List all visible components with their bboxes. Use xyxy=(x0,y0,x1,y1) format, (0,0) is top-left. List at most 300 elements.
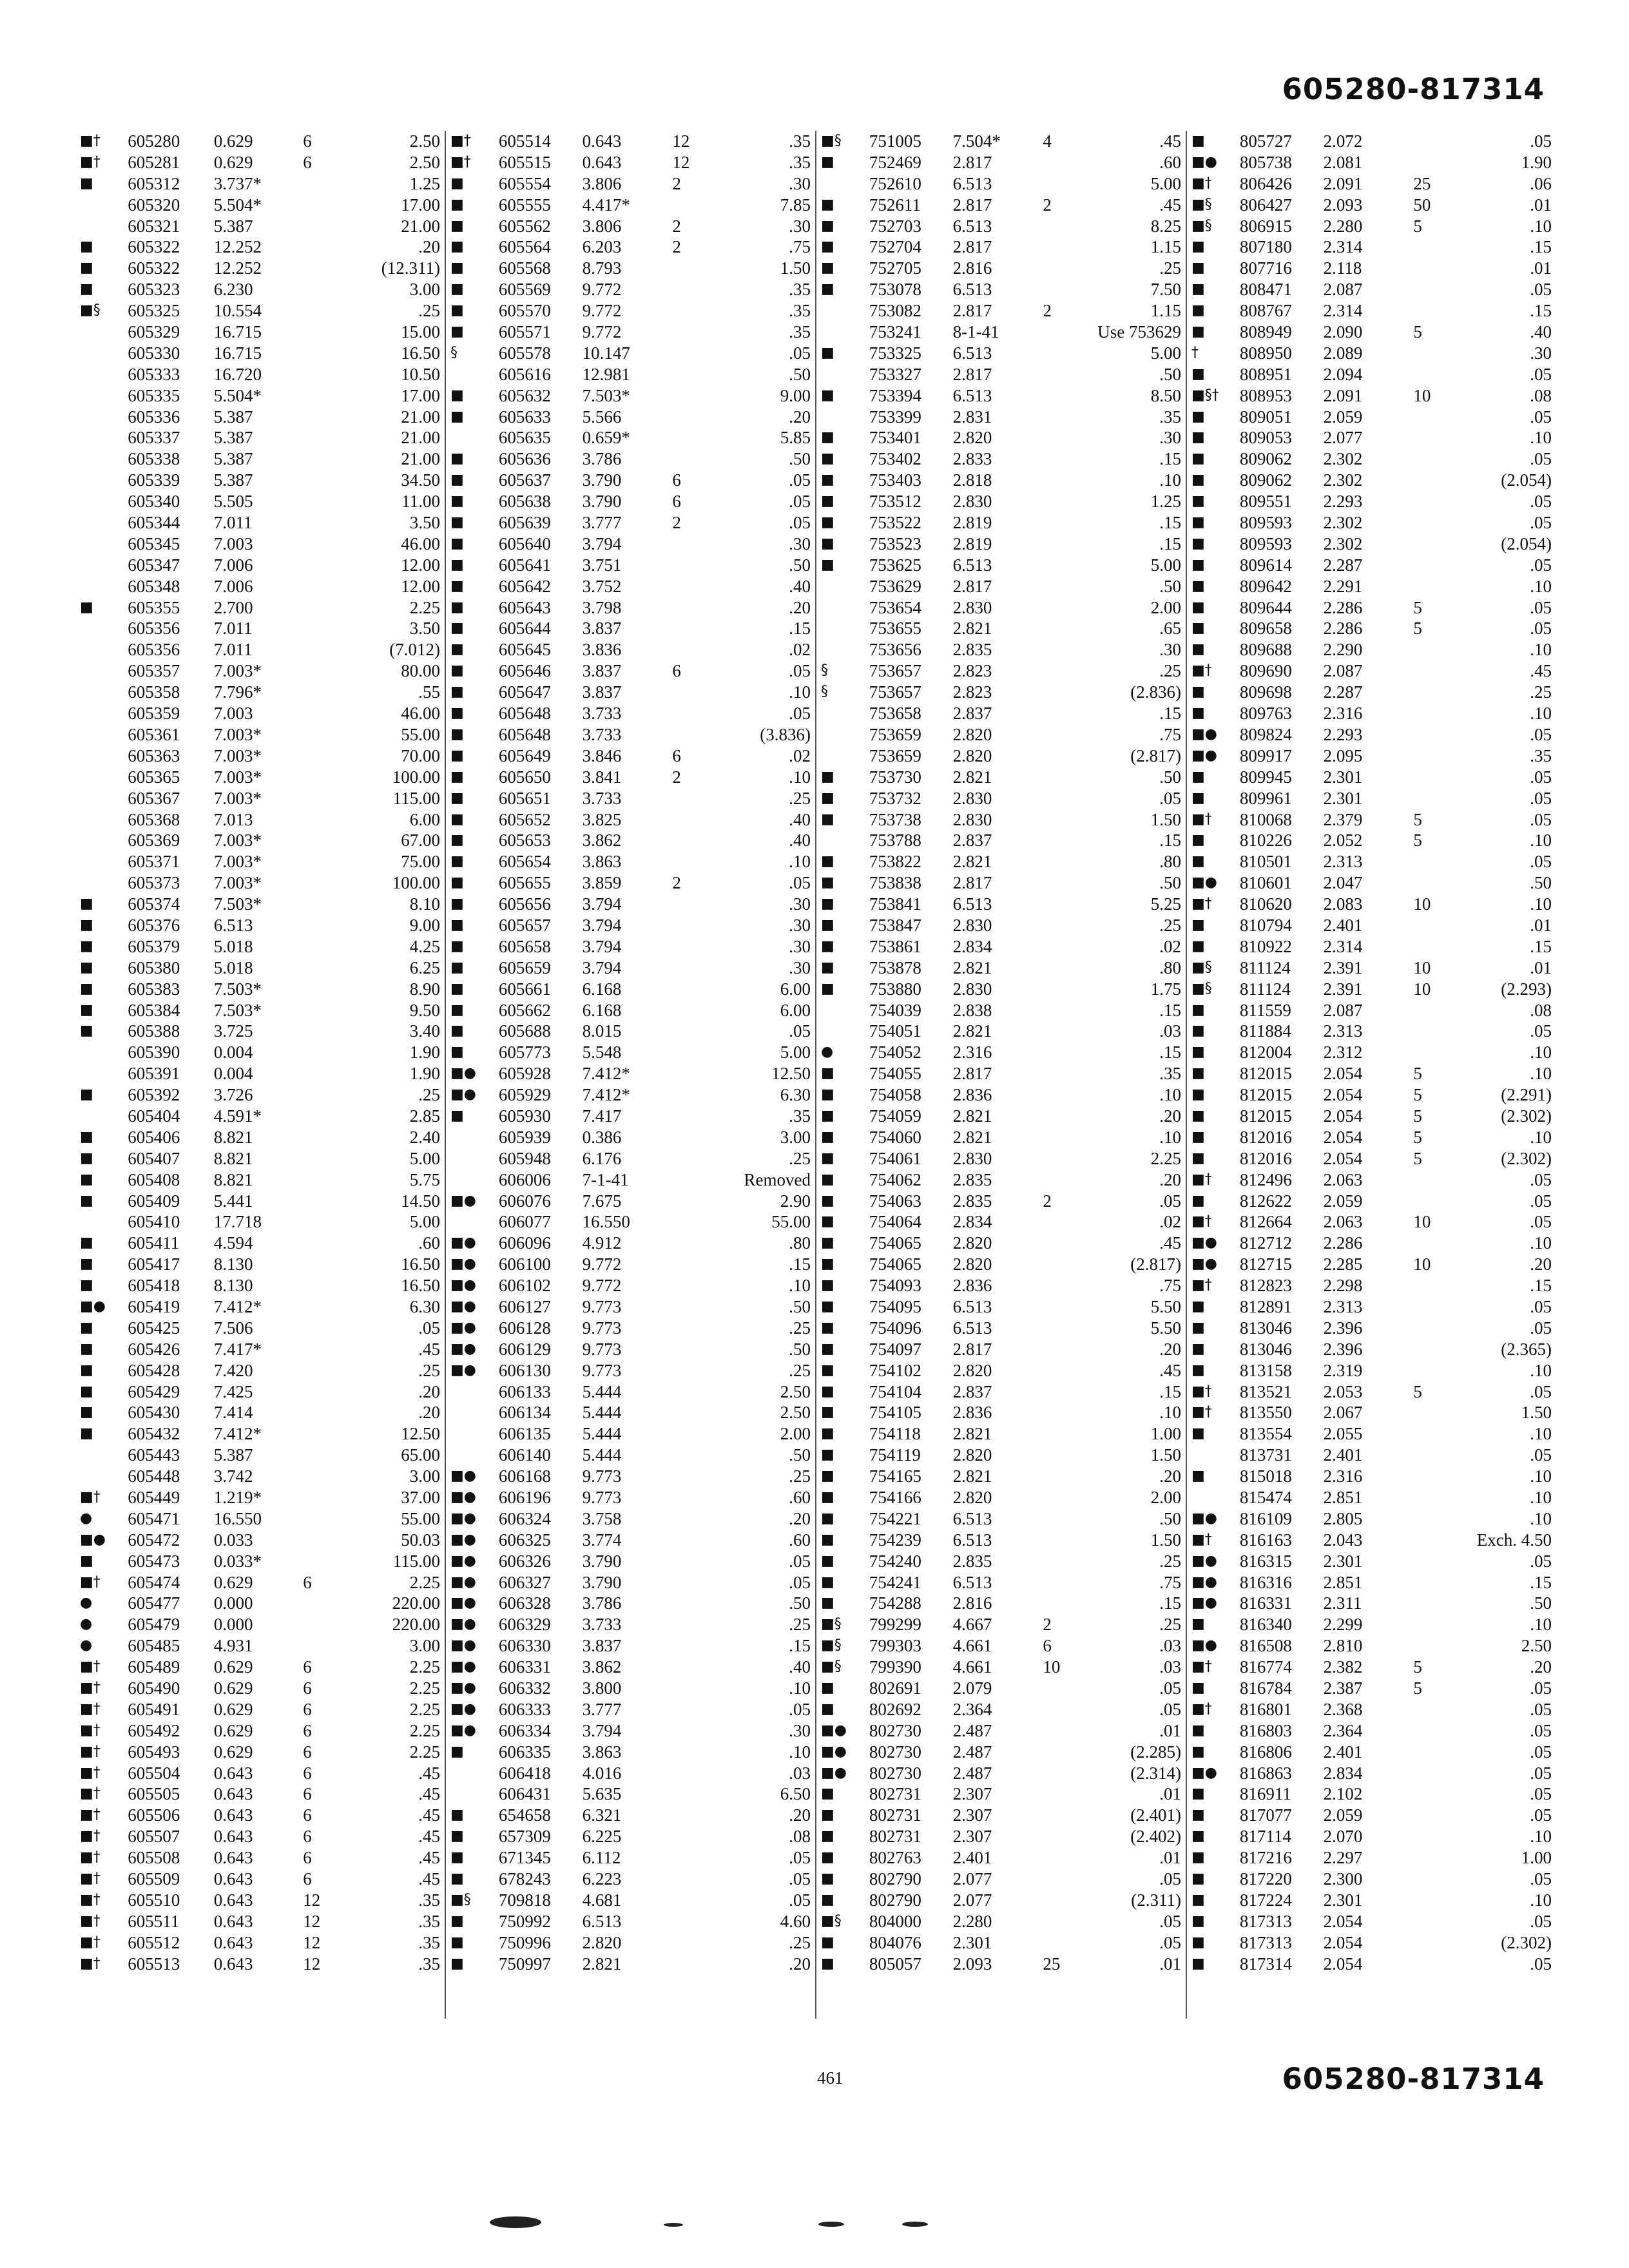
quantity: 6 xyxy=(303,1572,312,1592)
price: .15 xyxy=(1530,1572,1552,1592)
price: 11.00 xyxy=(401,492,440,512)
price: .05 xyxy=(1159,1678,1181,1698)
reference-value: 2.301 xyxy=(952,1932,992,1952)
row-symbols: ■ xyxy=(821,450,834,467)
row-symbols xyxy=(450,1381,499,1403)
list-row xyxy=(821,1021,1186,1042)
part-number: 678243 xyxy=(498,1869,551,1889)
quantity xyxy=(1043,1042,1072,1063)
row-symbols: ■ xyxy=(821,1891,834,1908)
quantity: 2 xyxy=(672,173,681,193)
reference-value: 3.794 xyxy=(582,533,622,553)
price: .25 xyxy=(1159,661,1181,681)
list-row xyxy=(450,385,816,407)
row-symbols: ■ xyxy=(1191,1107,1205,1124)
quantity xyxy=(672,364,701,385)
row-symbols: ■ xyxy=(450,662,464,679)
part-number: 605646 xyxy=(498,661,551,681)
reference-value: 5.387 xyxy=(213,470,253,490)
quantity xyxy=(1043,279,1072,300)
part-number: 605653 xyxy=(498,831,551,850)
reference-value: 3.794 xyxy=(582,936,622,956)
price: (2.302) xyxy=(1501,1932,1552,1952)
reference-value: 2.364 xyxy=(952,1699,992,1719)
reference-value: 2.837 xyxy=(952,831,992,850)
quantity xyxy=(1043,1169,1072,1191)
price: (2.314) xyxy=(1130,1763,1181,1783)
row-symbols: ■ xyxy=(450,1023,464,1039)
price: (7.012) xyxy=(389,640,440,660)
row-symbols: ■† xyxy=(1191,1277,1212,1294)
quantity xyxy=(672,639,701,660)
row-symbols: ■ xyxy=(821,1510,834,1526)
reference-value: 7.425 xyxy=(213,1381,253,1401)
quantity: 5 xyxy=(1413,597,1422,617)
price: 2.90 xyxy=(780,1191,811,1211)
list-row xyxy=(821,131,1186,152)
list-row xyxy=(1191,894,1557,915)
price: 2.00 xyxy=(780,1424,811,1444)
part-number: 605449 xyxy=(128,1488,180,1507)
part-number: 754065 xyxy=(869,1254,921,1274)
part-number: 754240 xyxy=(869,1551,921,1571)
row-symbols: ■ xyxy=(1191,1785,1205,1802)
quantity xyxy=(1413,1911,1442,1932)
part-number: 753861 xyxy=(869,936,921,956)
quantity xyxy=(672,1360,701,1381)
list-row xyxy=(1191,767,1557,788)
list-row xyxy=(80,173,445,195)
price: .05 xyxy=(789,470,811,490)
part-number: 605411 xyxy=(128,1233,180,1253)
reference-value: 6.321 xyxy=(582,1805,622,1825)
quantity xyxy=(1413,1318,1442,1339)
quantity xyxy=(1043,1127,1072,1148)
list-row xyxy=(80,1381,445,1403)
quantity xyxy=(1413,236,1442,258)
list-row xyxy=(1191,258,1557,279)
row-symbols: ■● xyxy=(821,1743,847,1760)
reference-value: 2.820 xyxy=(952,745,992,765)
quantity xyxy=(1413,407,1442,428)
reference-value: 7.003* xyxy=(213,788,262,808)
list-row xyxy=(80,1106,445,1127)
list-row xyxy=(450,957,816,979)
reference-value: 8.821 xyxy=(213,1169,253,1189)
quantity: 12 xyxy=(303,1911,321,1931)
row-symbols: ■ xyxy=(1191,535,1205,552)
quantity xyxy=(672,1445,701,1466)
row-symbols xyxy=(821,576,869,597)
quantity: 6 xyxy=(303,1699,312,1719)
quantity: 2 xyxy=(1043,195,1052,215)
reference-value: 2.087 xyxy=(1323,661,1363,681)
list-row xyxy=(1191,1233,1557,1254)
list-row xyxy=(80,1360,445,1381)
quantity xyxy=(1043,1593,1072,1614)
list-row xyxy=(1191,1508,1557,1530)
row-symbols: ■ xyxy=(80,980,93,997)
list-row xyxy=(450,576,816,597)
row-symbols: ■ xyxy=(821,1171,834,1187)
price: .50 xyxy=(1530,873,1552,893)
list-row xyxy=(80,555,445,576)
quantity xyxy=(1413,1275,1442,1296)
row-symbols xyxy=(821,322,869,343)
list-row xyxy=(80,1763,445,1784)
row-symbols xyxy=(80,830,128,851)
row-symbols: † xyxy=(1191,344,1199,361)
price: .10 xyxy=(789,1678,811,1698)
list-row xyxy=(1191,830,1557,851)
reference-value: 2.821 xyxy=(952,957,992,977)
page-number: 461 xyxy=(817,2068,843,2088)
part-number: 807716 xyxy=(1239,258,1292,278)
reference-value: 2.077 xyxy=(1323,428,1363,448)
reference-value: 2.391 xyxy=(1323,979,1363,999)
scan-smudge xyxy=(490,2216,541,2228)
reference-value: 5.444 xyxy=(582,1403,622,1423)
reference-value: 6.513 xyxy=(952,1508,992,1528)
price: .20 xyxy=(418,237,440,257)
row-symbols: ■ xyxy=(821,1446,834,1463)
price: .01 xyxy=(1159,1848,1181,1868)
list-row xyxy=(80,851,445,872)
row-symbols: ■† xyxy=(1191,1404,1212,1421)
part-number: 813731 xyxy=(1239,1445,1292,1465)
list-row xyxy=(1191,1063,1557,1084)
part-number: 605347 xyxy=(128,555,180,575)
part-number: 605554 xyxy=(498,173,551,193)
part-number: 605472 xyxy=(128,1530,180,1550)
part-number: 754097 xyxy=(869,1339,921,1359)
price: .05 xyxy=(789,1890,811,1910)
row-symbols: ■● xyxy=(1191,726,1217,742)
price: .50 xyxy=(789,1339,811,1359)
reference-value: 2.302 xyxy=(1323,533,1363,553)
part-number: 754059 xyxy=(869,1106,921,1126)
reference-value: 2.820 xyxy=(952,724,992,744)
row-symbols: ■ xyxy=(80,896,93,912)
part-number: 605329 xyxy=(128,322,180,342)
row-symbols: ■† xyxy=(80,1743,101,1760)
row-symbols: ■ xyxy=(821,1128,834,1145)
quantity xyxy=(672,343,701,364)
reference-value: 2.821 xyxy=(952,1424,992,1444)
quantity xyxy=(1043,1021,1072,1042)
list-row xyxy=(821,979,1186,1000)
quantity xyxy=(303,1169,332,1191)
list-row xyxy=(80,576,445,597)
list-row xyxy=(821,1318,1186,1339)
reference-value: 9.772 xyxy=(582,1276,622,1296)
list-row xyxy=(1191,1911,1557,1932)
quantity xyxy=(1413,1932,1442,1954)
reference-value: 0.629 xyxy=(213,1572,253,1592)
list-row xyxy=(80,1148,445,1169)
reference-value: 2.087 xyxy=(1323,280,1363,300)
price: .15 xyxy=(1159,1381,1181,1401)
reference-value: 2.314 xyxy=(1323,237,1363,257)
part-number: 810922 xyxy=(1239,936,1292,956)
part-number: 605642 xyxy=(498,576,551,596)
part-number: 605639 xyxy=(498,513,551,533)
list-row xyxy=(450,491,816,512)
price: 115.00 xyxy=(392,788,440,808)
part-number: 606133 xyxy=(498,1381,551,1401)
list-row xyxy=(80,1657,445,1678)
part-number: 605368 xyxy=(128,809,180,829)
list-row xyxy=(1191,936,1557,957)
list-row xyxy=(1191,1572,1557,1593)
list-row xyxy=(1191,407,1557,428)
reference-value: 2.834 xyxy=(952,936,992,956)
row-symbols: ■ xyxy=(821,1828,834,1845)
reference-value: 2.835 xyxy=(952,1191,992,1211)
reference-value: 2.077 xyxy=(952,1890,992,1910)
list-row xyxy=(821,427,1186,448)
part-number: 810601 xyxy=(1239,873,1292,893)
quantity: 5 xyxy=(1413,1127,1422,1147)
price: (2.401) xyxy=(1130,1805,1181,1825)
reference-value: 6.203 xyxy=(582,237,622,257)
price: .05 xyxy=(1530,1678,1552,1698)
quantity xyxy=(1043,915,1072,936)
price: 6.50 xyxy=(780,1784,811,1804)
price: .05 xyxy=(789,1848,811,1868)
quantity xyxy=(303,1530,332,1551)
part-number: 754118 xyxy=(869,1424,921,1444)
list-row xyxy=(821,1423,1186,1445)
reference-value: 2.316 xyxy=(1323,704,1363,724)
reference-value: 8.821 xyxy=(213,1127,253,1147)
row-symbols: ■ xyxy=(821,260,834,276)
row-symbols xyxy=(80,618,128,639)
row-symbols: ■● xyxy=(450,1658,476,1675)
reference-value: 2.817 xyxy=(952,152,992,172)
part-number: 802731 xyxy=(869,1827,921,1847)
quantity xyxy=(672,1339,701,1360)
list-row xyxy=(1191,512,1557,533)
quantity: 6 xyxy=(303,1657,312,1677)
list-row xyxy=(80,979,445,1000)
price: .05 xyxy=(1530,1784,1552,1804)
row-symbols: ■ xyxy=(1191,493,1205,510)
part-number: 606134 xyxy=(498,1403,551,1423)
row-symbols: ■ xyxy=(450,1001,464,1018)
list-row xyxy=(1191,1191,1557,1212)
reference-value: 6.513 xyxy=(952,1572,992,1592)
list-row xyxy=(821,152,1186,173)
price: 1.90 xyxy=(1521,152,1552,172)
part-number: 753878 xyxy=(869,957,921,977)
price: .20 xyxy=(789,1508,811,1528)
price: .20 xyxy=(1159,1339,1181,1359)
part-number: 605508 xyxy=(128,1848,180,1868)
reference-value: 2.286 xyxy=(1323,619,1363,639)
part-number: 606332 xyxy=(498,1678,551,1698)
reference-value: 2.821 xyxy=(952,619,992,639)
list-row xyxy=(1191,1000,1557,1021)
part-number: 605930 xyxy=(498,1106,551,1126)
row-symbols: ■ xyxy=(450,1107,464,1124)
row-symbols: ■ xyxy=(80,1340,93,1357)
row-symbols: ● xyxy=(80,1510,93,1526)
price: .50 xyxy=(1159,364,1181,384)
part-number: 606330 xyxy=(498,1636,551,1656)
quantity xyxy=(1413,915,1442,936)
list-row xyxy=(821,1593,1186,1614)
reference-value: 7.417* xyxy=(213,1339,262,1359)
row-symbols: ■ xyxy=(1191,472,1205,488)
list-row xyxy=(450,894,816,915)
reference-value: 2.830 xyxy=(952,597,992,617)
list-row xyxy=(450,343,816,364)
reference-value: 2.102 xyxy=(1323,1784,1363,1804)
row-symbols: ■ xyxy=(450,959,464,975)
price: .25 xyxy=(789,1148,811,1168)
row-symbols: ■ xyxy=(821,387,834,403)
list-row xyxy=(1191,851,1557,872)
reference-value: 3.790 xyxy=(582,492,622,512)
price: Removed xyxy=(744,1169,811,1189)
list-row xyxy=(1191,236,1557,258)
part-number: 605383 xyxy=(128,979,180,999)
reference-value: 2.043 xyxy=(1323,1530,1363,1550)
reference-value: 2.063 xyxy=(1323,1169,1363,1189)
quantity xyxy=(672,1635,701,1657)
list-row xyxy=(450,1360,816,1381)
part-number: 753732 xyxy=(869,788,921,808)
row-symbols xyxy=(80,809,128,831)
price: .10 xyxy=(1159,1403,1181,1423)
part-number: 817220 xyxy=(1239,1869,1292,1889)
reference-value: 7.504* xyxy=(952,131,1001,151)
list-row xyxy=(1191,1339,1557,1360)
row-symbols: ■ xyxy=(1191,408,1205,425)
reference-value: 2.820 xyxy=(582,1932,622,1952)
price: .25 xyxy=(789,788,811,808)
price-list-columns xyxy=(77,131,1559,2032)
quantity xyxy=(1043,957,1072,979)
part-number: 605570 xyxy=(498,301,551,321)
list-row xyxy=(80,597,445,619)
reference-value: 2.821 xyxy=(952,1106,992,1126)
list-row xyxy=(821,957,1186,979)
part-number: 754096 xyxy=(869,1318,921,1338)
price: .60 xyxy=(789,1488,811,1507)
part-number: 754221 xyxy=(869,1508,921,1528)
row-symbols xyxy=(80,364,128,385)
quantity: 6 xyxy=(672,745,681,765)
price: .10 xyxy=(1530,1890,1552,1910)
part-number: 606335 xyxy=(498,1742,551,1762)
part-number: 802730 xyxy=(869,1720,921,1740)
row-symbols: ■ xyxy=(450,684,464,700)
quantity: 2 xyxy=(672,513,681,533)
reference-value: 0.629 xyxy=(213,1678,253,1698)
price: .45 xyxy=(1159,131,1181,151)
price: 8.90 xyxy=(409,979,440,999)
list-row xyxy=(1191,1551,1557,1572)
reference-value: 2.401 xyxy=(952,1848,992,1868)
reference-value: 2.837 xyxy=(952,1381,992,1401)
row-symbols: ■† xyxy=(80,1722,101,1738)
row-symbols xyxy=(450,1211,499,1233)
price: .40 xyxy=(789,576,811,596)
reference-value: 2.298 xyxy=(1323,1276,1363,1296)
price: .65 xyxy=(1159,619,1181,639)
row-symbols: ■ xyxy=(450,705,464,722)
quantity xyxy=(303,1191,332,1212)
price: .15 xyxy=(1530,1276,1552,1296)
quantity xyxy=(672,1381,701,1403)
row-symbols xyxy=(80,322,128,343)
quantity: 6 xyxy=(303,1869,312,1889)
quantity xyxy=(1043,745,1072,767)
price: 4.60 xyxy=(780,1911,811,1931)
quantity xyxy=(672,1699,701,1720)
quantity xyxy=(1413,1191,1442,1212)
row-symbols: ■ xyxy=(821,916,834,933)
part-number: 605407 xyxy=(128,1148,180,1168)
row-symbols xyxy=(450,1127,499,1148)
row-symbols: ■ xyxy=(821,344,834,361)
row-symbols: ■ xyxy=(821,535,834,552)
price: 5.00 xyxy=(409,1212,440,1232)
reference-value: 2.820 xyxy=(952,428,992,448)
row-symbols xyxy=(80,470,128,491)
price: 100.00 xyxy=(392,767,440,787)
list-row xyxy=(450,597,816,619)
list-row xyxy=(1191,1869,1557,1890)
quantity xyxy=(1413,1360,1442,1381)
reference-value: 7.003* xyxy=(213,724,262,744)
part-number: 817313 xyxy=(1239,1911,1292,1931)
quantity xyxy=(1413,872,1442,894)
part-number: 812004 xyxy=(1239,1043,1292,1062)
price: .10 xyxy=(1530,1127,1552,1147)
row-symbols: ■ xyxy=(1191,1912,1205,1929)
list-row xyxy=(821,1106,1186,1127)
row-symbols: ■ xyxy=(450,768,464,785)
part-number: 605320 xyxy=(128,195,180,215)
price: .45 xyxy=(1159,1233,1181,1253)
price: (2.817) xyxy=(1130,1254,1181,1274)
part-number: 809917 xyxy=(1239,745,1292,765)
reference-value: 2.820 xyxy=(952,1254,992,1274)
quantity xyxy=(672,1847,701,1869)
part-number: 753841 xyxy=(869,894,921,914)
list-row xyxy=(1191,639,1557,660)
list-row xyxy=(80,385,445,407)
reference-value: 5.444 xyxy=(582,1445,622,1465)
row-symbols xyxy=(80,660,128,682)
quantity xyxy=(1413,1847,1442,1869)
list-row xyxy=(80,1402,445,1423)
quantity xyxy=(1413,1508,1442,1530)
price: 5.85 xyxy=(780,428,811,448)
part-number: 802790 xyxy=(869,1890,921,1910)
reference-value: 8.793 xyxy=(582,258,622,278)
list-row xyxy=(821,1381,1186,1403)
list-row xyxy=(821,809,1186,831)
price: 55.00 xyxy=(771,1212,811,1232)
part-number: 606129 xyxy=(498,1339,551,1359)
part-number: 817313 xyxy=(1239,1932,1292,1952)
row-symbols: ■† xyxy=(1191,1658,1212,1675)
reference-value: 3.790 xyxy=(582,1572,622,1592)
